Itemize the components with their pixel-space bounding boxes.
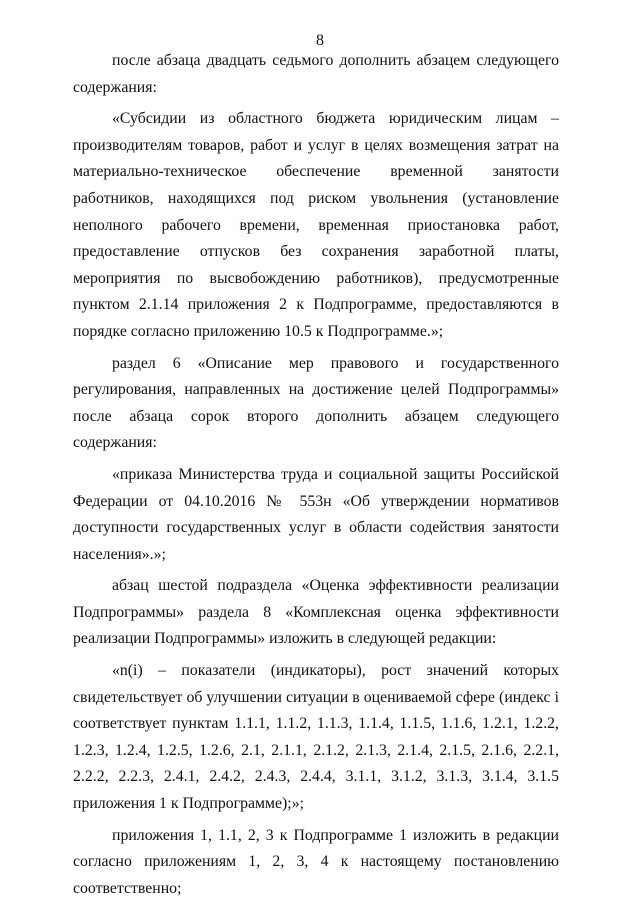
paragraph-appendices-replacement: приложения 1, 1.1, 2, 3 к Подпрограмме 1 изложить в редакции согласно приложениям 1, 2, 3, 4 к настоящему постановлению соответственно; xyxy=(73,826,559,897)
paragraph-section-8-amendment: абзац шестой подраздела «Оценка эффективности реализации Подпрограммы» раздела 8 «Комплексная оценка эффективности реализации Подпрограммы» изложить в следующей редакции: xyxy=(73,577,559,648)
paragraph-section-6-amendment: раздел 6 «Описание мер правового и государственного регулирования, направленных на достижение целей Подпрограммы» после абзаца сорок второго дополнить абзацем следующего содержания: xyxy=(73,354,559,452)
paragraph-ministry-order: «приказа Министерства труда и социальной защиты Российской Федерации от 04.10.2016 № 553н «Об утверждении нормативов доступности государственных услуг в области содействия занятости населения».»; xyxy=(73,465,559,563)
paragraph-indicators-definition: «n(i) – показатели (индикаторы), рост значений которых свидетельствует об улучшении ситуации в оцениваемой сфере (индекс i соответствует пунктам 1.1.1, 1.1.2, 1.1.3, 1.1.4, 1.1.5, 1.1.6, 1.2.1, 1.2.2, 1.2.3, 1.2.4, 1.2.5, 1.2.6, 2.1, 2.1.1, 2.1.2, 2.1.3, 2.1.4, 2.1.5, 2.1.6, 2.2.1, 2.2.2, 2.2.3, 2.4.1, 2.4.2, 2.4.3, 2.4.4, 3.1.1, 3.1.2, 3.1.3, 3.1.4, 3.1.5 приложения 1 к Подпрограмме);»; xyxy=(73,662,559,813)
paragraph-amend-abzac-27: после абзаца двадцать седьмого дополнить абзацем следующего содержания: xyxy=(73,52,559,96)
document-body xyxy=(73,48,559,902)
paragraph-subsidies-text: «Субсидии из областного бюджета юридическим лицам – производителям товаров, работ и услуг в целях возмещения затрат на материально-техническое обеспечение временной занятости работников, находящихся под риском увольнения (установление неполного рабочего времени, временная приостановка работ, предоставление отпусков без сохранения заработной платы, мероприятия по высвобождению работников), предусмотренные пунктом 2.1.14 приложения 2 к Подпрограмме, предоставляются в порядке согласно приложению 10.5 к Подпрограмме.»; xyxy=(73,110,559,340)
page-number: 8 xyxy=(316,32,324,49)
